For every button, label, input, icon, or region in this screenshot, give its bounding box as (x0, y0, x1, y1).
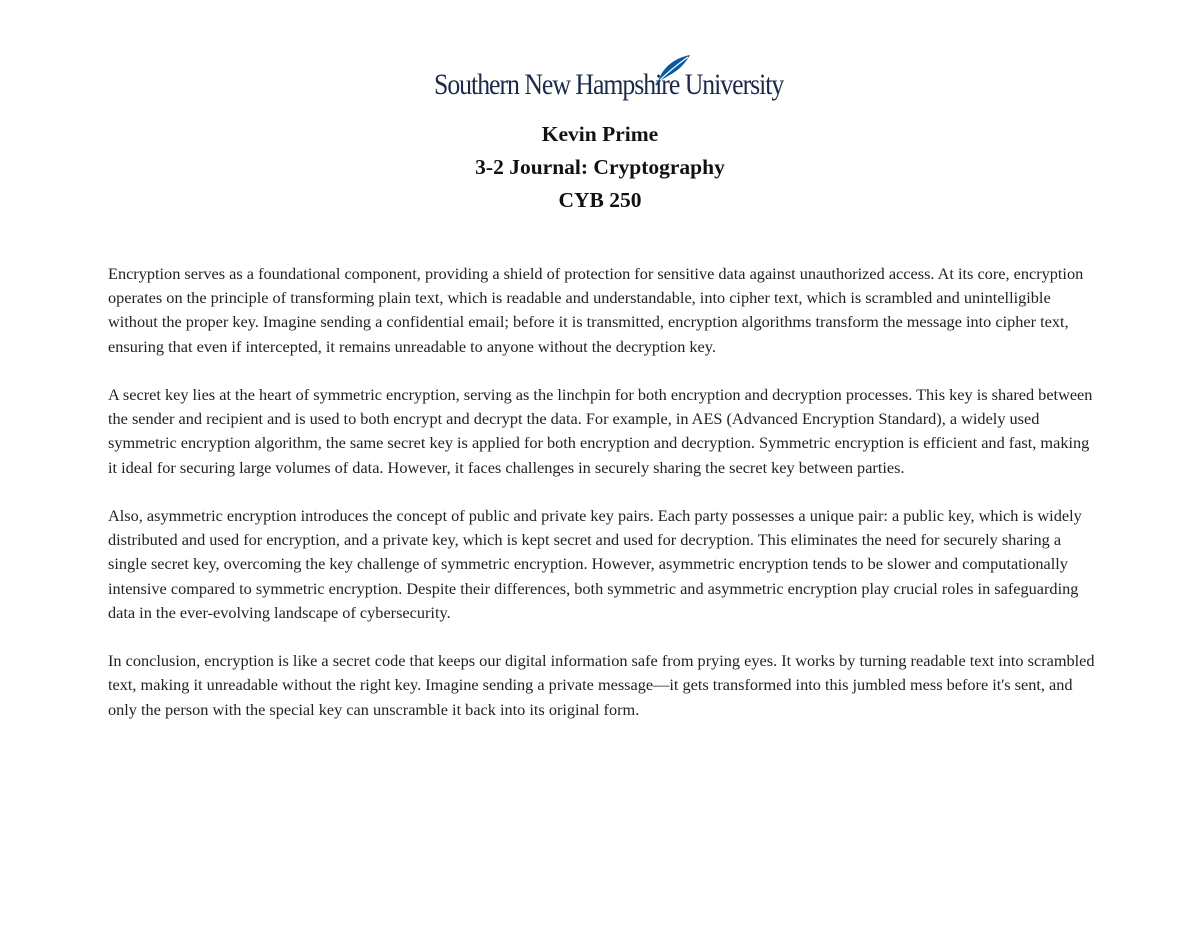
university-name: Southern New Hampshire University (434, 68, 784, 101)
course-code: CYB 250 (558, 188, 642, 212)
paragraph: Also, asymmetric encryption introduces the concept of public and private key pairs. Each party possesses a unique pair: a public key, which is widely distributed and used for encryption, and a private key, which is kept secret and used for decryption. This eliminates the need for securely sharing a single secret key, overcoming the key challenge of symmetric encryption. However, asymmetric encryption tends to be slower and computationally intensive compared to symmetric encryption. Despite their differences, both symmetric and asymmetric encryption play crucial roles in safeguarding data in the ever-evolving landscape of cybersecurity. (108, 506, 1082, 622)
university-logo (434, 52, 784, 106)
title-block (0, 118, 1200, 217)
paragraph: In conclusion, encryption is like a secret code that keeps our digital information safe from prying eyes. It works by turning readable text into scrambled text, making it unreadable without the right key. Imagine sending a private message—it gets transformed into this jumbled mess before it's sent, and only the person with the special key can unscramble it back into its original form. (108, 651, 1095, 719)
author-name: Kevin Prime (541, 122, 659, 146)
paragraph: A secret key lies at the heart of symmetric encryption, serving as the linchpin for both encryption and decryption processes. This key is shared between the sender and recipient and is used to both encrypt and decrypt the data. For example, in AES (Advanced Encryption Standard), a widely used symmetric encryption algorithm, the same secret key is applied for both encryption and decryption. Symmetric encryption is efficient and fast, making it ideal for securing large volumes of data. However, it faces challenges in securely sharing the secret key between parties. (108, 385, 1093, 477)
document-body (108, 262, 1098, 746)
document-title: 3-2 Journal: Cryptography (475, 155, 725, 179)
paragraph: Encryption serves as a foundational component, providing a shield of protection for sensitive data against unauthorized access. At its core, encryption operates on the principle of transforming plain text, which is readable and understandable, into cipher text, which is scrambled and unintelligible without the proper key. Imagine sending a confidential email; before it is transmitted, encryption algorithms transform the message into cipher text, ensuring that even if intercepted, it remains unreadable to anyone without the decryption key. (108, 264, 1084, 356)
